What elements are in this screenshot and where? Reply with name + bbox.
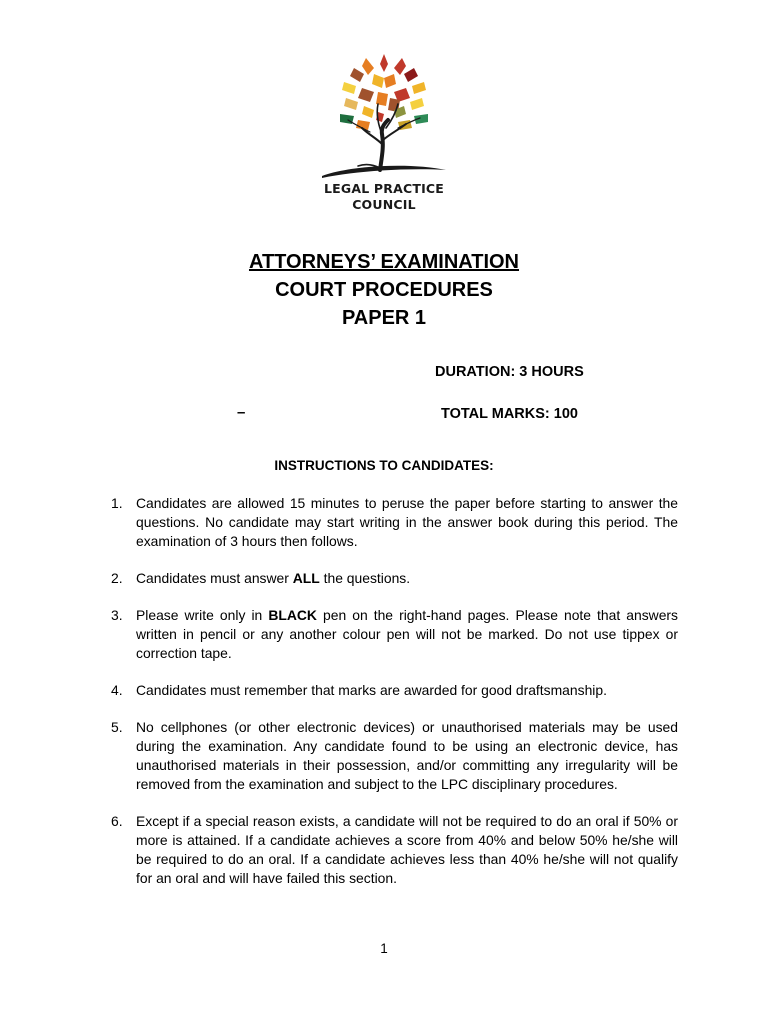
- instruction-emphasis: BLACK: [268, 607, 317, 623]
- instruction-text: Candidates are allowed 15 minutes to peruse the paper before starting to answer the questions. No candidate may start writing in the answer book during this period. The examination of 3 hours then follows.: [136, 495, 678, 549]
- instruction-text: Except if a special reason exists, a candidate will not be required to do an oral if 50% or more is attained. If a candidate achieves a score from 40% and below 50% he/she will be required to do an oral. If a candidate achieves less than 40% he/she will not qualify for an oral and will have failed this section.: [136, 813, 678, 886]
- duration-label: DURATION: 3 HOURS: [435, 364, 584, 380]
- instruction-text: Candidates must remember that marks are awarded for good draftsmanship.: [136, 682, 607, 698]
- org-name-line-1: LEGAL PRACTICE: [323, 181, 445, 196]
- instruction-number: 6.: [111, 813, 123, 829]
- instructions-heading: INSTRUCTIONS TO CANDIDATES:: [274, 458, 494, 473]
- instruction-item-4: [111, 681, 678, 700]
- dash-mark: –: [237, 404, 246, 421]
- instruction-emphasis: ALL: [292, 570, 320, 586]
- ground-swoosh: [322, 166, 446, 178]
- instructions-list: [111, 494, 678, 888]
- paper-title: PAPER 1: [341, 307, 427, 329]
- org-name-line-2: COUNCIL: [352, 197, 416, 212]
- instruction-number: 3.: [111, 607, 123, 623]
- instruction-item-3: [111, 606, 678, 663]
- instruction-number: 5.: [111, 719, 123, 735]
- tree-logo-icon: [318, 48, 450, 183]
- instruction-number: 1.: [111, 495, 123, 511]
- tree-leaves: [340, 54, 428, 130]
- instruction-number: 4.: [111, 682, 123, 698]
- instruction-number: 2.: [111, 570, 123, 586]
- instruction-item-2: [111, 569, 678, 588]
- instruction-text: Please write only in: [136, 607, 269, 623]
- instruction-item-5: [111, 718, 678, 794]
- page-number: 1: [380, 941, 388, 956]
- instruction-text-after: pen on the right-hand pages. Please note that answers written in pencil or any another colour pen will not be marked. Do not use tippex or correction tape.: [136, 607, 679, 661]
- instruction-text: Candidates must answer: [136, 570, 293, 586]
- subject-title: COURT PROCEDURES: [275, 279, 493, 301]
- instruction-item-1: [111, 494, 678, 551]
- instruction-item-6: [111, 812, 678, 888]
- exam-title: ATTORNEYS’ EXAMINATION: [248, 251, 520, 273]
- total-marks-label: TOTAL MARKS: 100: [441, 406, 578, 422]
- instruction-text-after: the questions.: [319, 570, 411, 586]
- instruction-text: No cellphones (or other electronic devices) or unauthorised materials may be used during the examination. Any candidate found to be using an electronic device, has unauthorised materials in their possession, and/or committing any irregularity will be removed from the examination and subject to the LPC disciplinary procedures.: [136, 719, 678, 792]
- tree-trunk: [348, 104, 420, 170]
